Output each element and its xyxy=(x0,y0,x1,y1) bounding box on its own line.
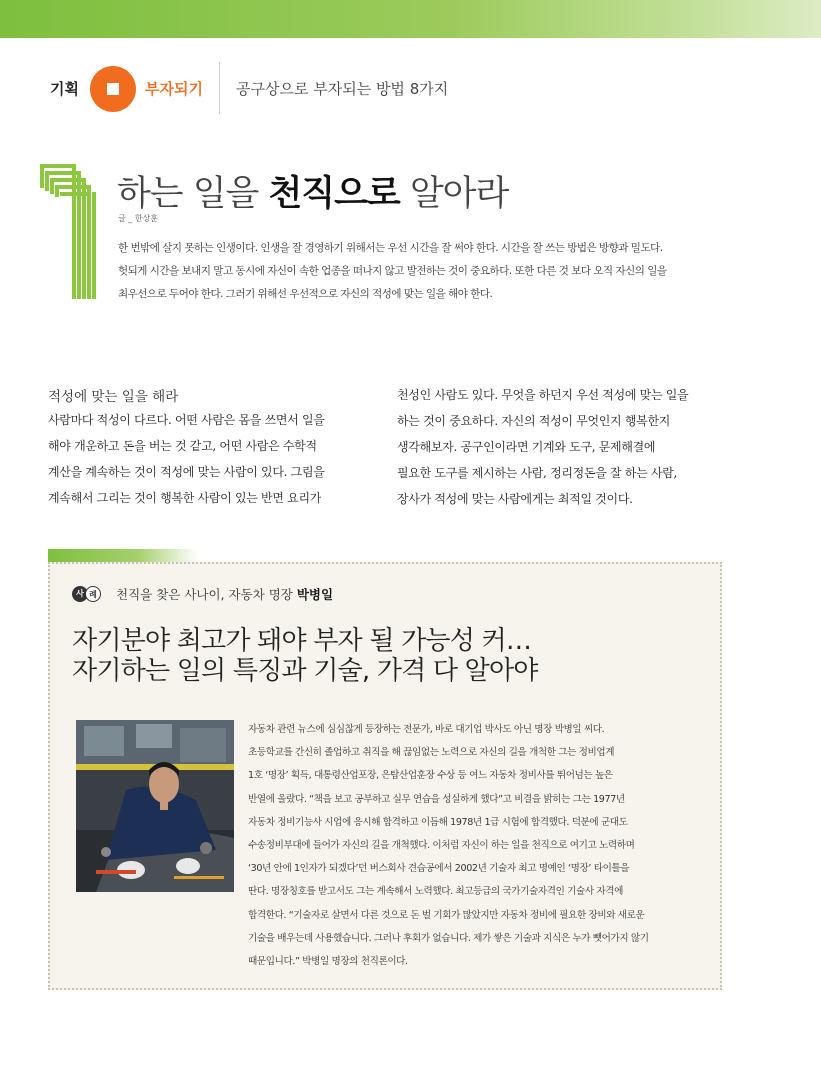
text-line: 수송정비부대에 들어가 자신의 길을 개척했다. 이처럼 자신이 하는 일을 천직으로 여기고 노력하며 xyxy=(248,840,635,852)
text-line: 필요한 도구를 제시하는 사람, 정리정돈을 잘 하는 사람, xyxy=(397,466,678,480)
case-label-text: 천직을 찾은 사나이, 자동차 명장 xyxy=(116,587,297,602)
text-line: 반열에 올랐다. “책을 보고 공부하고 실무 연습을 성실하게 했다”고 비결을 밝히는 그는 1977년 xyxy=(248,793,625,805)
text-line: ‘30년 안에 1인자가 되겠다’던 버스회사 견습공에서 2002년 기술자 최고 명예인 ‘명장’ 타이틀을 xyxy=(248,863,630,875)
text-line: 자동차 관련 뉴스에 심심찮게 등장하는 전문가, 바로 대기업 박사도 아닌 명장 박병일 씨다. xyxy=(248,724,605,735)
headline-line: 자기분야 최고가 돼야 부자 될 가능성 커… xyxy=(72,626,532,656)
top-green-bar xyxy=(0,0,821,38)
text-line: 딴다. 명장칭호를 받고서도 그는 계속해서 노력했다. 최고등급의 국가기술자격인 기술사 자격에 xyxy=(248,886,623,898)
intro-line: 최우선으로 두어야 한다. 그러기 위해선 우선적으로 자신의 적성에 맞는 일을 해야 한다. xyxy=(118,288,493,300)
text-line: 기술을 배우는데 사용했습니다. 그러나 후회가 없습니다. 제가 쌓은 기술과 지식은 누가 뺏어가지 않기 xyxy=(248,932,649,944)
title-part-1: 하는 일을 xyxy=(117,174,269,214)
text-line: 자동차 정비기능사 시업에 응시해 합격하고 이듬해 1978년 1급 시험에 합격했다. 덕분에 군대도 xyxy=(248,816,628,828)
text-line: 합격한다. “기술자로 살면서 다른 것으로 돈 벌 기회가 많았지만 자동차 정비에 필요한 장비와 새로운 xyxy=(248,909,645,921)
case-box-accent xyxy=(48,549,198,563)
text-line: 하는 것이 중요하다. 자신의 적성이 무엇인지 행복한지 xyxy=(397,414,671,428)
case-body xyxy=(248,718,706,973)
header-title: 공구상으로 부자되는 방법 8가지 xyxy=(236,80,449,98)
case-badge xyxy=(72,586,102,602)
text-line: 초등학교를 간신히 졸업하고 취직을 해 끊임없는 노력으로 자신의 길을 개척한 그는 정비업계 xyxy=(248,747,615,759)
page-header xyxy=(48,66,788,112)
article-author: 글 _ 한상훈 xyxy=(118,214,158,223)
header-kind: 기획 xyxy=(50,80,79,98)
body-column-left xyxy=(48,407,325,511)
intro-line: 한 번밖에 살지 못하는 인생이다. 인생을 잘 경영하기 위해서는 우선 시간을 잘 써야 한다. 시간을 잘 쓰는 방법은 방향과 밀도다. xyxy=(118,242,663,254)
number-one-graphic xyxy=(40,164,100,299)
badge-char: 사 xyxy=(72,586,88,602)
title-part-2: 알아라 xyxy=(399,174,509,214)
badge-char: 례 xyxy=(85,586,101,602)
body-column-right xyxy=(397,382,688,512)
text-line: 해야 개운하고 돈을 버는 것 같고, 어떤 사람은 수학적 xyxy=(48,439,317,453)
text-line: 사람마다 적성이 다르다. 어떤 사람은 몸을 쓰면서 일을 xyxy=(48,413,325,427)
section-heading: 적성에 맞는 일을 해라 xyxy=(48,389,179,405)
text-line: 계속해서 그리는 것이 행복한 사람이 있는 반면 요리가 xyxy=(48,491,322,505)
case-label-name: 박병일 xyxy=(296,587,334,602)
text-line: 때문입니다.” 박병일 명장의 천직론이다. xyxy=(248,956,408,968)
text-line: 1호 ‘명장’ 획득, 대통령산업포장, 은탑산업훈장 수상 등 여느 자동차 정비사를 뛰어넘는 높은 xyxy=(248,770,613,782)
text-line: 생각해보자. 공구인이라면 기계와 도구, 문제해결에 xyxy=(397,440,656,454)
text-line: 천성인 사람도 있다. 무엇을 하던지 우선 적성에 맞는 일을 xyxy=(397,388,689,402)
square-icon xyxy=(90,66,136,112)
header-divider xyxy=(219,62,220,114)
title-emphasis: 천직으로 xyxy=(268,174,400,214)
article-title xyxy=(117,166,508,216)
header-category: 부자되기 xyxy=(145,80,203,98)
mechanic-photo xyxy=(76,720,234,892)
article-intro xyxy=(118,237,718,306)
case-label xyxy=(116,585,333,603)
headline-line: 자기하는 일의 특징과 기술, 가격 다 알아야 xyxy=(72,656,538,686)
intro-line: 헛되게 시간을 보내지 말고 동시에 자신이 속한 업종을 떠나지 않고 발전하는 것이 중요하다. 또한 다른 것 보다 오직 자신의 일을 xyxy=(118,265,667,277)
text-line: 계산을 계속하는 것이 적성에 맞는 사람이 있다. 그림을 xyxy=(48,465,325,479)
text-line: 장사가 적성에 맞는 사람에게는 최적일 것이다. xyxy=(397,492,633,506)
case-headline xyxy=(72,626,538,686)
